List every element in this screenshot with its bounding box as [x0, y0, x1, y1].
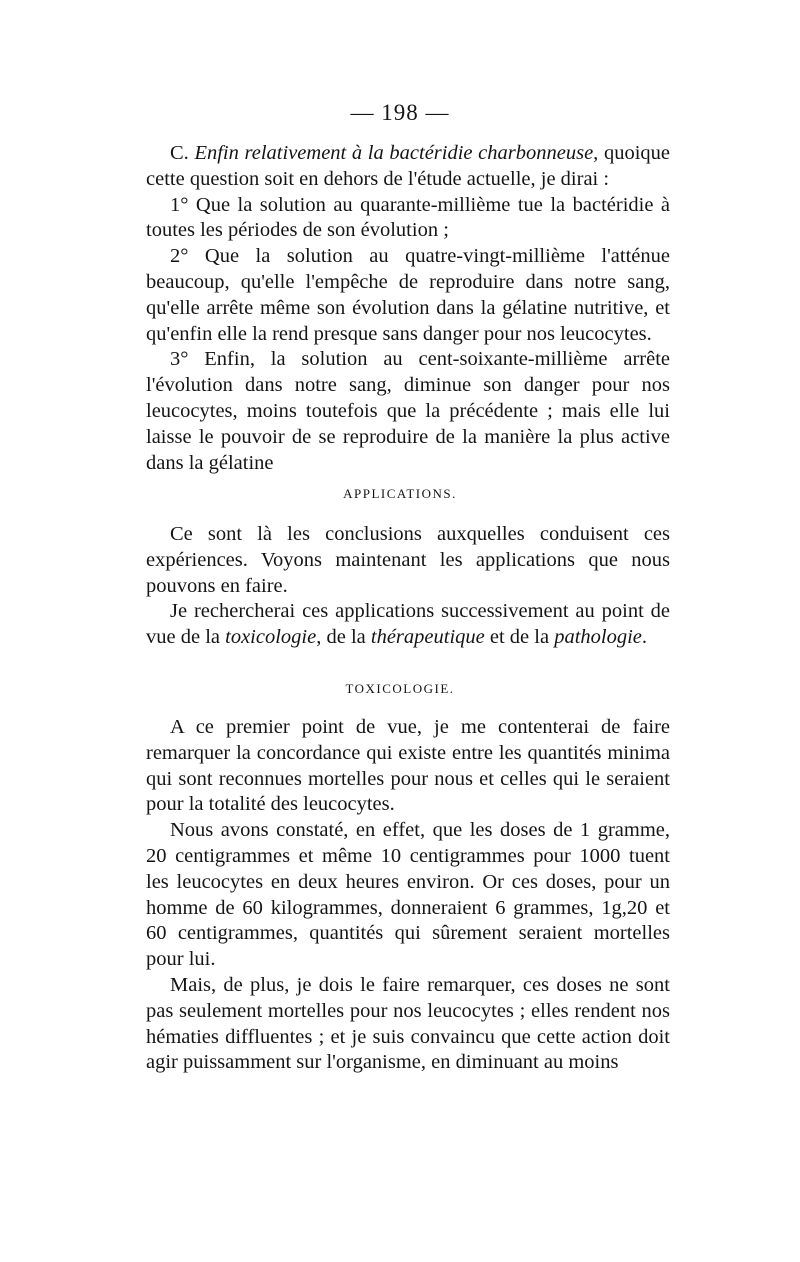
- applications-para-2-end: .: [641, 626, 648, 649]
- applications-para-2: [146, 599, 670, 651]
- term-therapeutique: thérapeutique: [370, 626, 485, 649]
- applications-heading: APPLICATIONS.: [343, 486, 457, 501]
- toxicologie-para-3: Mais, de plus, je dois le faire remarquer, ces doses ne sont pas seulement mortelles pour nos leucocytes ; elles rendent nos hématies diffluentes ; et je suis convaincu que cette action doit agir puissamment sur l'organisme, en diminuant au moins: [146, 973, 670, 1074]
- toxicologie-para-1: A ce premier point de vue, je me contenterai de faire remarquer la concordance qui existe entre les quantités minima qui sont reconnues mortelles pour nous et celles qui le seraient pour la totalité des leucocytes.: [146, 716, 670, 816]
- section-c-item-2: 2° Que la solution au quatre-vingt-millième l'atténue beaucoup, qu'elle l'empêche de reproduire dans notre sang, qu'elle arrête même son évolution dans la gélatine nutritive, et qu'enfin elle la rend presque sans danger pour nos leucocytes.: [146, 245, 670, 345]
- section-c-label: C.: [170, 142, 189, 164]
- section-c-intro: [146, 141, 670, 193]
- section-c-item-3: 3° Enfin, la solution au cent-soixante-millième arrête l'évolution dans notre sang, diminue son danger pour nos leucocytes, moins toutefois que la précédente ; mais elle lui laisse le pouvoir de se reproduire de la manière la plus active dans la gélatine: [146, 348, 670, 474]
- section-c-item-1: 1° Que la solution au quarante-millième tue la bactéridie à toutes les périodes de son évolution ;: [146, 193, 670, 242]
- applications-para-1: Ce sont là les conclusions auxquelles conduisent ces expériences. Voyons maintenant les applications que nous pouvons en faire.: [146, 523, 670, 597]
- applications-para-2-sep-2: et de la: [484, 626, 555, 649]
- toxicologie-para-2: Nous avons constaté, en effet, que les doses de 1 gramme, 20 centigrammes et même 10 centigrammes pour 1000 tuent les leucocytes en deux heures environ. Or ces doses, pour un homme de 60 kilogrammes, donneraient 6 grammes, 1g,20 et 60 centigrammes, quantités qui sûrement seraient mortelles pour lui.: [146, 819, 670, 971]
- term-pathologie: pathologie: [554, 626, 642, 649]
- applications-block: [146, 522, 670, 651]
- section-c-intro-rest: quoique cette question soit en dehors de l'étude actuelle, je dirai :: [146, 142, 670, 190]
- applications-para-2-start: Je rechercherai ces applications successivement au point de vue de la: [146, 600, 670, 649]
- applications-para-2-sep-1: , de la: [316, 626, 371, 649]
- section-c-block: [146, 141, 670, 476]
- section-c-heading: Enfin relativement à la bactéridie charbonneuse,: [194, 142, 599, 164]
- toxicologie-block: [146, 715, 670, 1076]
- toxicologie-heading: TOXICOLOGIE.: [345, 681, 455, 696]
- page-number: — 198 —: [350, 100, 450, 125]
- term-toxicologie: toxicologie: [225, 626, 317, 649]
